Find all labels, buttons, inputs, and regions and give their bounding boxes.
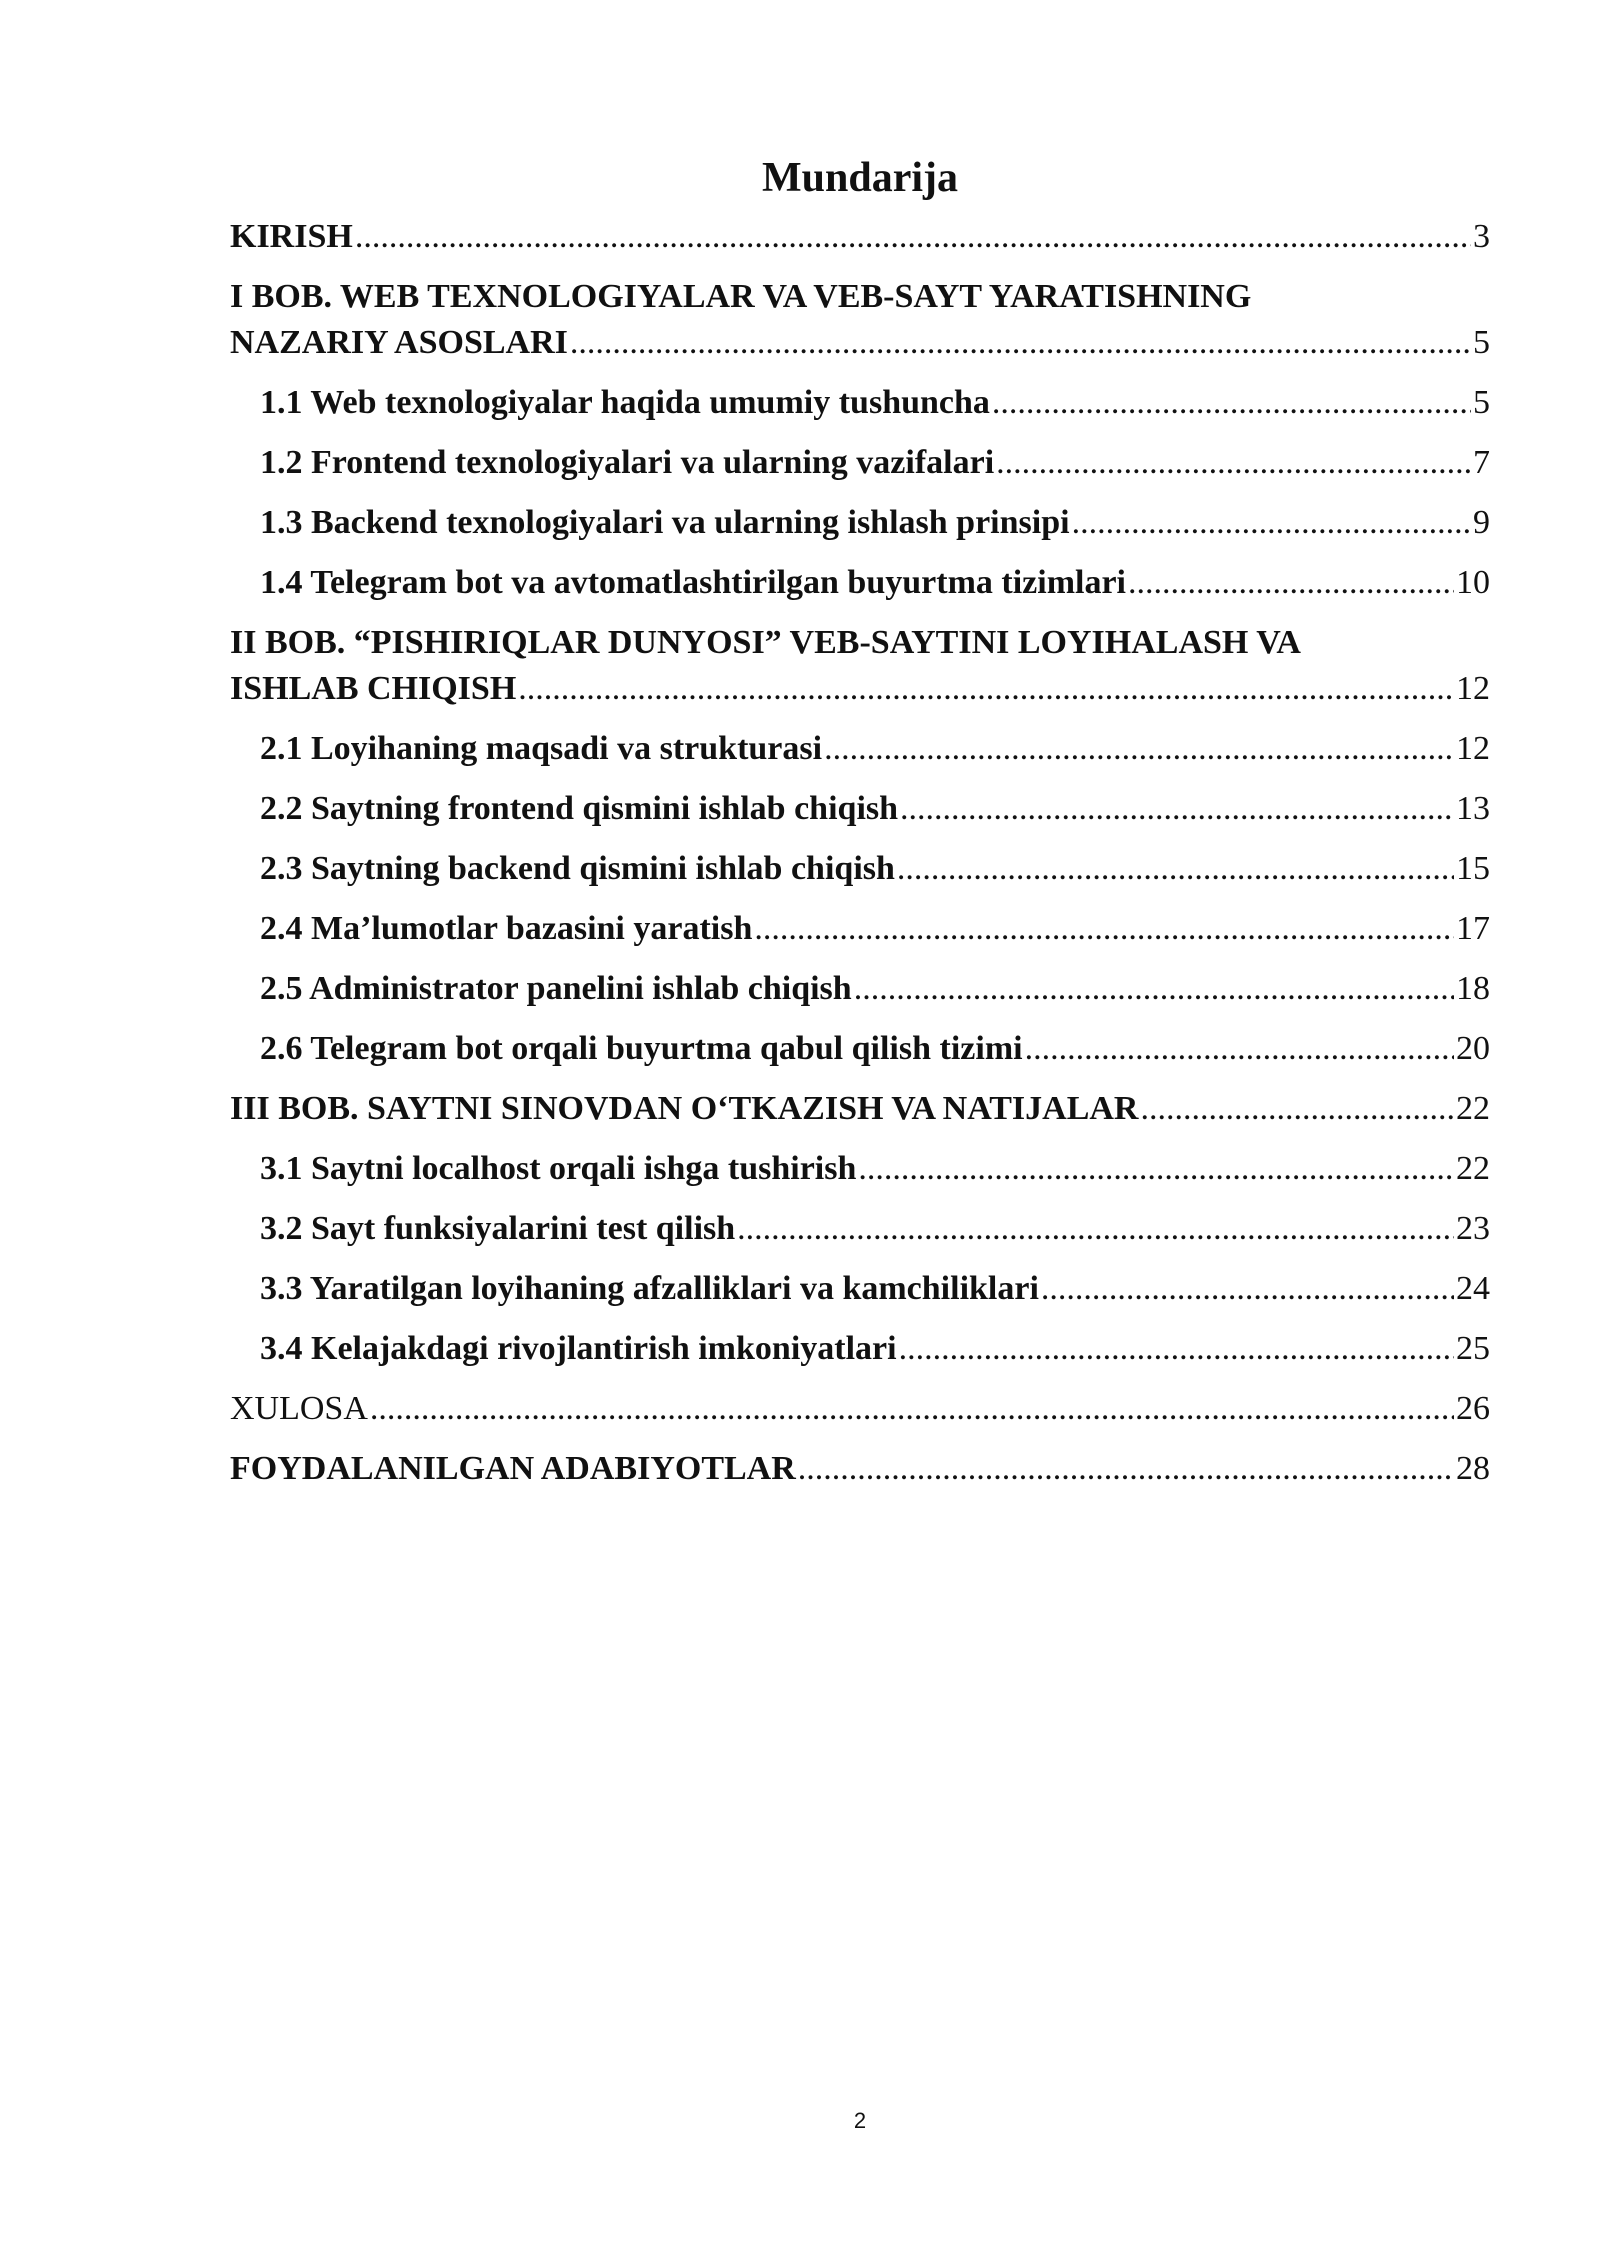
toc-leader-dots xyxy=(996,440,1471,486)
toc-entry-page: 22 xyxy=(1456,1090,1490,1127)
toc-entry-2-4[interactable] xyxy=(230,892,1490,952)
toc-leader-dots xyxy=(1128,560,1454,606)
toc-entry-chapter-3[interactable] xyxy=(230,1072,1490,1132)
toc-entry-1-3[interactable] xyxy=(230,486,1490,546)
toc-entry-page: 10 xyxy=(1456,564,1490,601)
toc-leader-dots xyxy=(992,380,1471,426)
toc-entry-label: XULOSA xyxy=(230,1390,368,1427)
toc-entry-page: 17 xyxy=(1456,910,1490,947)
toc-leader-dots xyxy=(854,966,1454,1012)
toc-entry-3-4[interactable] xyxy=(230,1312,1490,1372)
toc-entry-label: 3.4 Kelajakdagi rivojlantirish imkoniyatlari xyxy=(260,1330,897,1367)
toc-entry-page: 25 xyxy=(1456,1330,1490,1367)
toc-entry-label: FOYDALANILGAN ADABIYOTLAR xyxy=(230,1450,796,1487)
toc-leader-dots xyxy=(570,320,1471,366)
toc-entry-page: 22 xyxy=(1456,1150,1490,1187)
toc-entry-label: 3.3 Yaratilgan loyihaning afzalliklari va kamchiliklari xyxy=(260,1270,1039,1307)
toc-leader-dots xyxy=(370,1386,1454,1432)
toc-entry-chapter-2[interactable] xyxy=(230,606,1490,712)
toc-entry-label: 1.1 Web texnologiyalar haqida umumiy tushuncha xyxy=(260,384,990,421)
toc-entry-label: 1.2 Frontend texnologiyalari va ularning vazifalari xyxy=(260,444,995,481)
toc-entry-3-2[interactable] xyxy=(230,1192,1490,1252)
toc-entry-chapter-1[interactable] xyxy=(230,260,1490,366)
toc-entry-label: 2.6 Telegram bot orqali buyurtma qabul qilish tizimi xyxy=(260,1030,1023,1067)
toc-entry-2-6[interactable] xyxy=(230,1012,1490,1072)
toc-entry-label: III BOB. SAYTNI SINOVDAN O‘TKAZISH VA NATIJALAR xyxy=(230,1090,1139,1127)
toc-entry-xulosa[interactable] xyxy=(230,1372,1490,1432)
toc-entry-3-1[interactable] xyxy=(230,1132,1490,1192)
toc-leader-dots xyxy=(1072,500,1471,546)
toc-leader-dots xyxy=(754,906,1454,952)
toc-entry-page: 28 xyxy=(1456,1450,1490,1487)
toc-entry-page: 23 xyxy=(1456,1210,1490,1247)
table-of-contents xyxy=(230,200,1490,1492)
toc-title: Mundarija xyxy=(761,155,958,201)
toc-entry-label: NAZARIY ASOSLARI xyxy=(230,324,568,361)
toc-leader-dots xyxy=(737,1206,1454,1252)
toc-entry-page: 26 xyxy=(1456,1390,1490,1427)
toc-entry-label: 1.3 Backend texnologiyalari va ularning ishlash prinsipi xyxy=(260,504,1070,541)
toc-entry-1-1[interactable] xyxy=(230,366,1490,426)
toc-entry-page: 7 xyxy=(1473,444,1490,481)
toc-leader-dots xyxy=(1041,1266,1454,1312)
page-number: 2 xyxy=(853,2108,867,2133)
toc-entry-page: 12 xyxy=(1456,670,1490,707)
toc-entry-page: 15 xyxy=(1456,850,1490,887)
toc-leader-dots xyxy=(900,786,1454,832)
toc-entry-label: 1.4 Telegram bot va avtomatlashtirilgan buyurtma tizimlari xyxy=(260,564,1127,601)
toc-leader-dots xyxy=(899,1326,1454,1372)
toc-entry-label-line1: II BOB. “PISHIRIQLAR DUNYOSI” VEB-SAYTINI LOYIHALASH VA xyxy=(230,624,1301,661)
toc-entry-label: KIRISH xyxy=(230,218,353,255)
toc-entry-page: 20 xyxy=(1456,1030,1490,1067)
toc-entry-page: 12 xyxy=(1456,730,1490,767)
toc-entry-3-3[interactable] xyxy=(230,1252,1490,1312)
toc-entry-2-5[interactable] xyxy=(230,952,1490,1012)
toc-entry-page: 24 xyxy=(1456,1270,1490,1307)
toc-entry-label: 2.4 Ma’lumotlar bazasini yaratish xyxy=(260,910,753,947)
toc-entry-2-2[interactable] xyxy=(230,772,1490,832)
toc-entry-label: 2.3 Saytning backend qismini ishlab chiqish xyxy=(260,850,895,887)
toc-entry-label: 2.2 Saytning frontend qismini ishlab chiqish xyxy=(260,790,899,827)
toc-entry-page: 9 xyxy=(1473,504,1490,541)
toc-entry-page: 5 xyxy=(1473,384,1490,421)
toc-entry-page: 18 xyxy=(1456,970,1490,1007)
toc-leader-dots xyxy=(798,1446,1454,1492)
toc-entry-label-line1: I BOB. WEB TEXNOLOGIYALAR VA VEB-SAYT YARATISHNING xyxy=(230,278,1252,315)
toc-entry-2-1[interactable] xyxy=(230,712,1490,772)
toc-entry-page: 3 xyxy=(1473,218,1490,255)
toc-leader-dots xyxy=(824,726,1454,772)
toc-entry-label: 3.1 Saytni localhost orqali ishga tushirish xyxy=(260,1150,857,1187)
toc-entry-1-2[interactable] xyxy=(230,426,1490,486)
toc-leader-dots xyxy=(1025,1026,1454,1072)
toc-entry-references[interactable] xyxy=(230,1432,1490,1492)
toc-entry-kirish[interactable] xyxy=(230,200,1490,260)
toc-leader-dots xyxy=(518,666,1454,712)
toc-entry-1-4[interactable] xyxy=(230,546,1490,606)
toc-leader-dots xyxy=(1141,1086,1455,1132)
toc-leader-dots xyxy=(355,214,1471,260)
toc-entry-label: 2.1 Loyihaning maqsadi va strukturasi xyxy=(260,730,823,767)
toc-entry-label: 3.2 Sayt funksiyalarini test qilish xyxy=(260,1210,736,1247)
toc-entry-page: 13 xyxy=(1456,790,1490,827)
toc-entry-label: ISHLAB CHIQISH xyxy=(230,670,517,707)
toc-leader-dots xyxy=(858,1146,1454,1192)
toc-entry-2-3[interactable] xyxy=(230,832,1490,892)
toc-leader-dots xyxy=(897,846,1454,892)
toc-entry-page: 5 xyxy=(1473,324,1490,361)
toc-entry-label: 2.5 Administrator panelini ishlab chiqish xyxy=(260,970,852,1007)
